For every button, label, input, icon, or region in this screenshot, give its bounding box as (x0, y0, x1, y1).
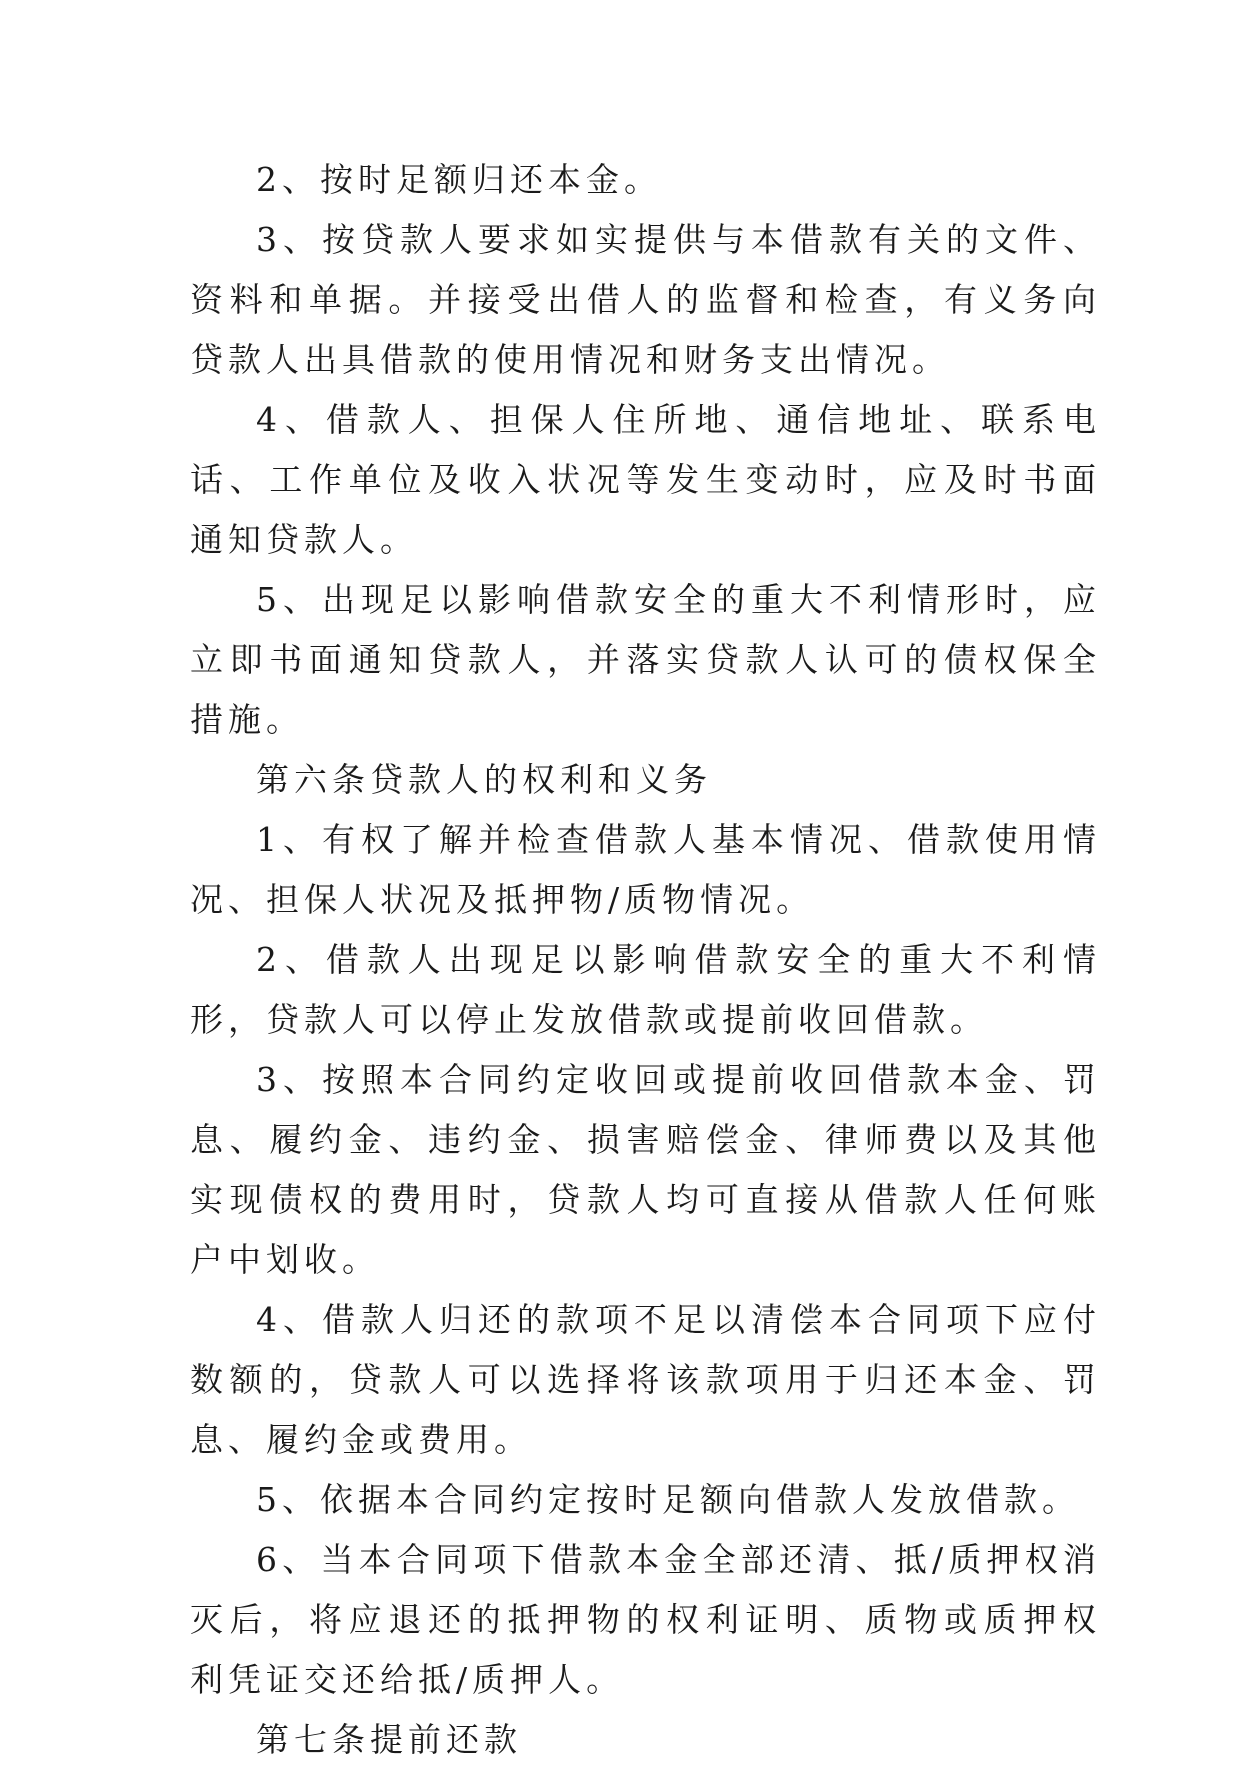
paragraph-provide-documents: 3、按贷款人要求如实提供与本借款有关的文件、资料和单据。并接受出借人的监督和检查，有义务向贷款人出具借款的使用情况和财务支出情况。 (190, 220, 1101, 379)
paragraph-notify-changes: 4、借款人、担保人住所地、通信地址、联系电话、工作单位及收入状况等发生变动时，应及时书面通知贷款人。 (190, 400, 1101, 559)
paragraph-disburse-loan: 5、依据本合同约定按时足额向借款人发放借款。 (256, 1480, 1080, 1519)
paragraph-adverse-situation: 5、出现足以影响借款安全的重大不利情形时，应立即书面通知贷款人，并落实贷款人认可的债权保全措施。 (190, 580, 1101, 739)
section-heading-article-7: 第七条提前还款 (256, 1720, 522, 1759)
paragraph-stop-lending: 2、借款人出现足以影响借款安全的重大不利情形，贷款人可以停止发放借款或提前收回借款。 (190, 940, 1101, 1039)
paragraph-right-to-inspect: 1、有权了解并检查借款人基本情况、借款使用情况、担保人状况及抵押物/质物情况。 (190, 820, 1101, 919)
paragraph-allocate-repayment: 4、借款人归还的款项不足以清偿本合同项下应付数额的，贷款人可以选择将该款项用于归还本金、罚息、履约金或费用。 (190, 1300, 1101, 1459)
paragraph-collect-from-accounts: 3、按照本合同约定收回或提前收回借款本金、罚息、履约金、违约金、损害赔偿金、律师费以及其他实现债权的费用时，贷款人均可直接从借款人任何账户中划收。 (190, 1060, 1101, 1279)
paragraph-repay-principal: 2、按时足额归还本金。 (256, 160, 662, 199)
section-heading-article-6: 第六条贷款人的权利和义务 (256, 760, 712, 799)
paragraph-return-collateral: 6、当本合同项下借款本金全部还清、抵/质押权消灭后，将应退还的抵押物的权利证明、质物或质押权利凭证交还给抵/质押人。 (190, 1540, 1101, 1699)
